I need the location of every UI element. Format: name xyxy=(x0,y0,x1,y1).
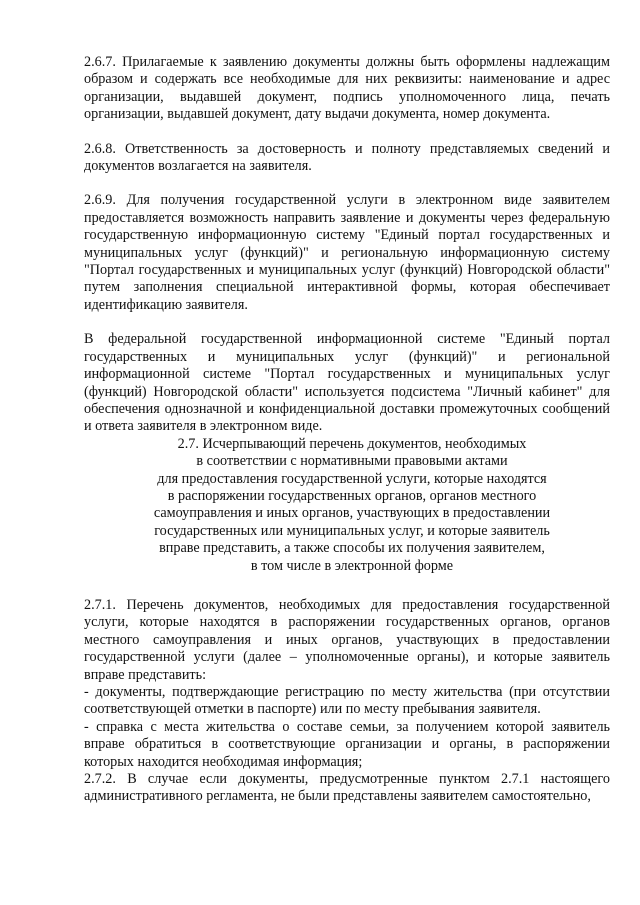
paragraph-2-7-1-text: 2.7.1. Перечень документов, необходимых для предоставления государственной услуги, которые находятся в распоряжении государственных органов, органов местного самоуправления и иных органов, участвующих в предоставлении государственной услуги (далее – уполномоченные органы), и которые заявитель вправе представить: xyxy=(84,596,610,683)
heading-line: государственных или муниципальных услуг, и которые заявитель xyxy=(154,522,550,539)
paragraph-2-6-7-text: 2.6.7. Прилагаемые к заявлению документы должны быть оформлены надлежащим образом и содержать все необходимые для них реквизиты: наименование и адрес организации, выдавшей документ, подпись уполномоченного лица, печать организации, выдавшей документ, дату выдачи документа, номер документа. xyxy=(84,54,610,123)
list-item-family-certificate xyxy=(84,719,610,771)
heading-line: 2.7. Исчерпывающий перечень документов, необходимых xyxy=(177,435,527,452)
paragraph-2-6-7 xyxy=(84,54,610,124)
heading-line: в соответствии с нормативными правовыми актами xyxy=(196,453,508,470)
list-item-family-certificate-text: - справка с места жительства о составе семьи, за получением которой заявитель вправе обратиться в соответствующие организации и органы, в распоряжении которых находится необходимая информация; xyxy=(84,718,610,770)
paragraph-2-7-2-text: 2.7.2. В случае если документы, предусмотренные пунктом 2.7.1 настоящего административного регламента, не были представлены заявителем самостоятельно, xyxy=(84,771,610,805)
heading-line: самоуправления и иных органов, участвующих в предоставлении xyxy=(153,505,551,522)
heading-line: в распоряжении государственных органов, органов местного xyxy=(167,487,537,504)
list-item-registration xyxy=(84,684,610,719)
paragraph-2-6-8 xyxy=(84,141,610,176)
paragraph-portal-cabinet-text: В федеральной государственной информационной системе "Единый портал государственных и муниципальных услуг (функций)" и региональной информационной системе "Портал государственных и муниципальных услуг (функций) Новгородской области" используется подсистема "Личный кабинет" для обеспечения однозначной и конфиденциальной доставки промежуточных сообщений и ответа заявителя в электронном виде. xyxy=(84,331,610,435)
list-item-registration-text: - документы, подтверждающие регистрацию по месту жительства (при отсутствии соответствующей отметки в паспорте) или по месту пребывания заявителя. xyxy=(84,684,610,718)
heading-line: для предоставления государственной услуги, которые находятся xyxy=(157,470,547,487)
section-heading-2-7 xyxy=(84,436,610,575)
heading-line: в том числе в электронной форме xyxy=(250,557,454,574)
paragraph-2-6-9 xyxy=(84,192,610,314)
paragraph-2-6-8-text: 2.6.8. Ответственность за достоверность и полноту представляемых сведений и документов возлагается на заявителя. xyxy=(84,140,610,175)
paragraph-2-7-2 xyxy=(84,771,610,806)
paragraph-portal-cabinet xyxy=(84,331,610,435)
paragraph-2-6-9-text: 2.6.9. Для получения государственной услуги в электронном виде заявителем предоставляется возможность направить заявление и документы через федеральную государственную информационную систему "Единый портал государственных и муниципальных услуг (функций)" и региональную информационную систему "Портал государственных и муниципальных услуг (функций) Новгородской области" путем заполнения специальной интерактивной формы, которая обеспечивает идентификацию заявителя. xyxy=(84,192,610,313)
paragraph-2-7-1 xyxy=(84,597,610,684)
heading-line: вправе представить, а также способы их получения заявителем, xyxy=(159,540,545,557)
